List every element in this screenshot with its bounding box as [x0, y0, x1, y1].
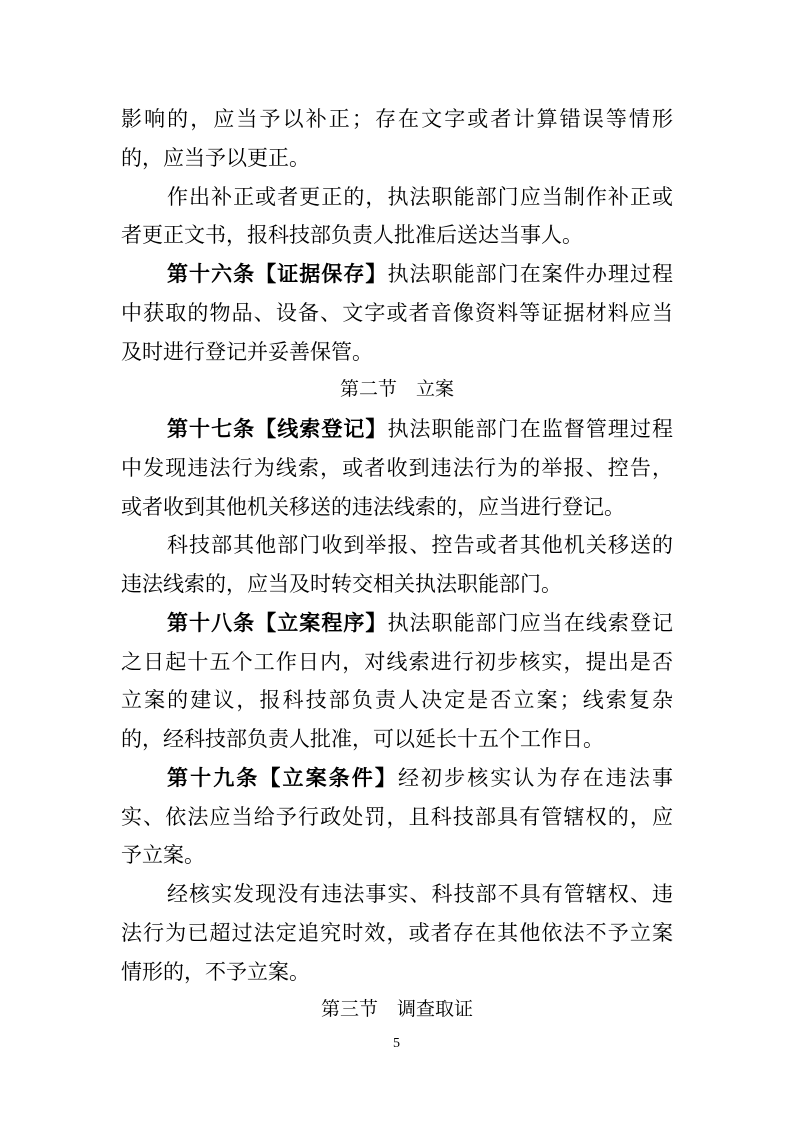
text-line	[121, 139, 673, 178]
paragraph	[121, 255, 673, 371]
line-text: 情形的，不予立案。	[121, 959, 310, 984]
paragraph	[121, 604, 673, 759]
line-text: 中发现违法行为线索，或者收到违法行为的举报、控告，	[121, 455, 673, 480]
text-line	[121, 526, 673, 565]
article-title: 第十八条【立案程序】	[167, 610, 388, 635]
text-line	[121, 681, 673, 720]
text-line	[121, 178, 673, 217]
text-line	[121, 449, 673, 488]
line-text: 实、依法应当给予行政处罚，且科技部具有管辖权的，应	[121, 804, 673, 829]
line-text: 立案的建议，报科技部负责人决定是否立案；线索复杂	[121, 688, 673, 713]
text-line	[121, 333, 673, 372]
text-line	[121, 604, 673, 643]
section-heading: 第三节 调查取证	[320, 999, 473, 1021]
line-text: 影响的，应当予以补正；存在文字或者计算错误等情形	[121, 107, 673, 131]
paragraph	[121, 759, 673, 875]
line-text: 者更正文书，报科技部负责人批准后送达当事人。	[121, 223, 583, 248]
text-line	[121, 294, 673, 333]
text-line	[121, 720, 673, 759]
line-text: 科技部其他部门收到举报、控告或者其他机关移送的	[167, 533, 673, 558]
page-number: 5	[393, 1036, 400, 1051]
line-text: 经核实发现没有违法事实、科技部不具有管辖权、违	[167, 882, 673, 906]
text-line	[121, 798, 673, 837]
text-line	[121, 255, 673, 294]
paragraph	[121, 410, 673, 526]
text-line	[121, 100, 673, 139]
text-line	[121, 953, 673, 992]
section-heading: 第二节 立案	[339, 379, 454, 401]
text-line	[121, 565, 673, 604]
document-body	[121, 100, 673, 1030]
article-title: 第十七条【线索登记】	[167, 417, 388, 441]
paragraph	[121, 178, 673, 256]
line-text: 法行为已超过法定追究时效，或者存在其他依法不予立案	[121, 920, 673, 945]
text-line	[121, 875, 673, 914]
line-text: 违法线索的，应当及时转交相关执法职能部门。	[121, 572, 562, 596]
paragraph	[121, 100, 673, 178]
text-line	[121, 836, 673, 875]
line-text: 作出补正或者更正的，执法职能部门应当制作补正或	[167, 184, 673, 209]
line-text: 及时进行登记并妥善保管。	[121, 339, 373, 364]
text-line	[121, 488, 673, 527]
line-text: 执法职能部门在监督管理过程	[387, 417, 674, 441]
line-text: 或者收到其他机关移送的违法线索的，应当进行登记。	[121, 494, 625, 519]
line-text: 经初步核实认为存在违法事	[397, 765, 673, 790]
line-text: 执法职能部门应当在线索登记	[387, 610, 674, 635]
text-line	[121, 410, 673, 449]
paragraph	[121, 526, 673, 604]
line-text: 中获取的物品、设备、文字或者音像资料等证据材料应当	[121, 300, 673, 325]
line-text: 的，应当予以更正。	[121, 145, 310, 170]
text-line	[121, 759, 673, 798]
article-title: 第十六条【证据保存】	[167, 262, 388, 286]
text-line	[121, 643, 673, 682]
article-title: 第十九条【立案条件】	[167, 765, 398, 790]
line-text: 执法职能部门在案件办理过程	[387, 262, 674, 286]
line-text: 之日起十五个工作日内，对线索进行初步核实，提出是否	[121, 649, 673, 674]
paragraph	[121, 875, 673, 991]
line-text: 予立案。	[121, 843, 205, 868]
text-line	[121, 914, 673, 953]
text-line	[121, 216, 673, 255]
line-text: 的，经科技部负责人批准，可以延长十五个工作日。	[121, 727, 604, 751]
